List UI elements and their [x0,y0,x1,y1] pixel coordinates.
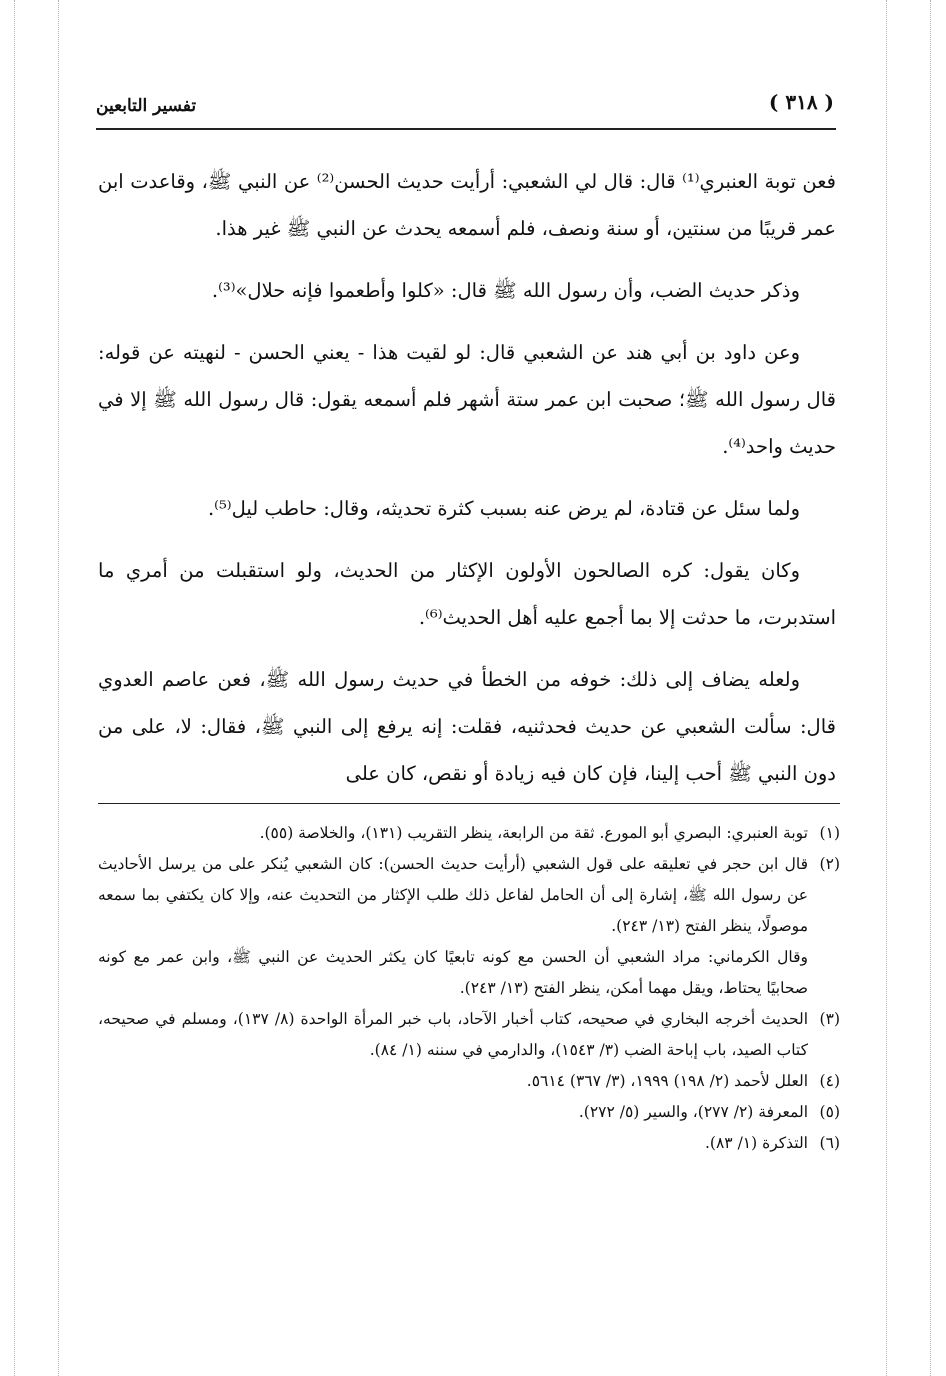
footnote-number: (٦) [819,1134,840,1152]
footnote-text: الحديث أخرجه البخاري في صحيحه، كتاب أخبار الآحاد، باب خبر المرأة الواحدة (٨/ ١٣٧)، ومسلم في صحيحه، كتاب الصيد، باب إباحة الضب (٣/ ١٥٤٣)، والدارمي في سننه (١/ ٨٤). [98,1010,808,1059]
footnote [98,1097,840,1128]
page-header [96,90,834,126]
margin-dots-left-inner [58,0,59,1376]
paragraph: ولعله يضاف إلى ذلك: خوفه من الخطأ في حديث رسول الله ﷺ، فعن عاصم العدوي قال: سألت الشعبي عن حديث فحدثنيه، فقلت: إنه يرفع إلى النبي ﷺ، فقال: لا، على من دون النبي ﷺ أحب إلينا، فإن كان فيه زيادة أو نقص، كان على [98,668,836,785]
footnote-continuation: وقال الكرماني: مراد الشعبي أن الحسن مع كونه تابعيًا كان يكثر الحديث عن النبي ﷺ، وابن عمر مع كونه صحابيًا يحتاط، ويقل مهما أمكن، ينظر الفتح (١٣/ ٢٤٣). [98,948,808,997]
paragraph: وذكر حديث الضب، وأن رسول الله ﷺ قال: «كلوا وأطعموا فإنه حلال»⁽³⁾. [211,279,800,302]
footnote-number: (٣) [819,1010,840,1028]
footnotes [98,818,840,1159]
footnote [98,1004,840,1066]
footnote-text: المعرفة (٢/ ٢٧٧)، والسير (٥/ ٢٧٢). [578,1103,808,1121]
main-text [98,158,836,812]
footnote-text: التذكرة (١/ ٨٣). [705,1134,808,1152]
footnote-number: (٢) [819,855,840,873]
footnote [98,1066,840,1097]
footnote-number: (١) [819,824,840,842]
margin-dots-right-outer [930,0,931,1376]
paragraph: وعن داود بن أبي هند عن الشعبي قال: لو لقيت هذا - يعني الحسن - لنهيته عن قوله: قال رسول الله ﷺ؛ صحبت ابن عمر ستة أشهر فلم أسمعه يقول: قال رسول الله ﷺ إلا في حديث واحد⁽⁴⁾. [98,341,836,458]
paragraph: وكان يقول: كره الصالحون الأولون الإكثار من الحديث، ولو استقبلت من أمري ما استدبرت، ما حدثت إلا بما أجمع عليه أهل الحديث⁽⁶⁾. [98,559,836,629]
footnote-text: توبة العنبري: البصري أبو المورع. ثقة من الرابعة، ينظر التقريب (١٣١)، والخلاصة (٥٥). [259,824,808,842]
paragraph: ولما سئل عن قتادة، لم يرض عنه بسبب كثرة تحديثه، وقال: حاطب ليل⁽⁵⁾. [207,497,800,520]
footnote [98,849,840,1004]
footnote [98,1128,840,1159]
paragraph: فعن توبة العنبري⁽¹⁾ قال: قال لي الشعبي: أرأيت حديث الحسن⁽²⁾ عن النبي ﷺ، وقاعدت ابن عمر قريبًا من سنتين، أو سنة ونصف، فلم أسمعه يحدث عن النبي ﷺ غير هذا. [98,170,837,240]
page-number: ( ٣١٨ ) [768,90,834,114]
footnote-rule [98,803,840,804]
margin-dots-right [886,0,887,1376]
footnote-text: العلل لأحمد (٢/ ١٩٨) ١٩٩٩، (٣/ ٣٦٧) ٥٦١٤. [526,1072,808,1090]
footnote-text: قال ابن حجر في تعليقه على قول الشعبي (أرأيت حديث الحسن): كان الشعبي يُنكر على من يرسل الأحاديث عن رسول الله ﷺ، إشارة إلى أن الحامل لفاعل ذلك طلب الإكثار من التحديث عنه، وإلا كان يكتفي بما سمعه موصولًا، ينظر الفتح (١٣/ ٢٤٣). [98,855,808,935]
margin-dots-left [14,0,15,1376]
footnote-number: (٥) [819,1103,840,1121]
footnote-number: (٤) [819,1072,840,1090]
book-title: تفسير التابعين [96,96,197,116]
header-rule [96,128,836,130]
footnote [98,818,840,849]
